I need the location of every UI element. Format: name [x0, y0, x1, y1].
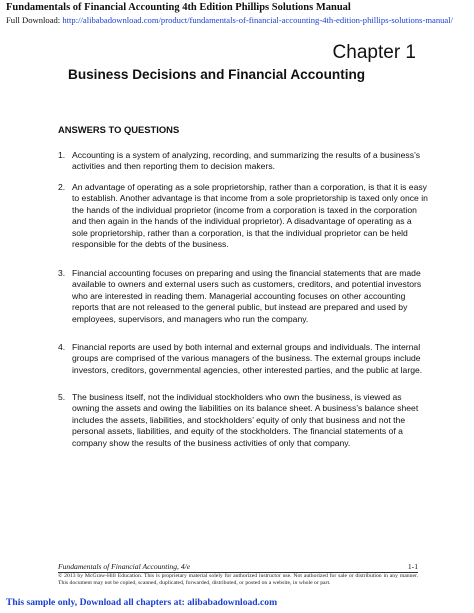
footer-book-title [58, 562, 418, 573]
answer-item-4 [58, 342, 428, 376]
full-download-line [6, 15, 453, 25]
answer-item-5 [58, 392, 428, 449]
footer-page-number: 1-1 [407, 562, 418, 571]
answer-item-1 [58, 150, 428, 173]
section-heading: ANSWERS TO QUESTIONS [58, 124, 180, 135]
footer-copyright: © 2013 by McGraw-Hill Education. This is proprietary material solely for authorized instructor use. Not authorized for sale or distribution in any manner. This document may not be copied, scanned, duplicated, forwarded, distributed, or posted on a website, in whole or part. [58, 573, 418, 586]
answer-item-2 [58, 182, 428, 250]
document-header-title: Fundamentals of Financial Accounting 4th Edition Phillips Solutions Manual [6, 2, 351, 13]
answer-number: 2. [58, 182, 66, 192]
footer-book-name: Fundamentals of Financial Accounting, 4/e [58, 562, 191, 571]
answer-item-3 [58, 268, 428, 325]
download-banner[interactable]: This sample only, Download all chapters at: alibabadownload.com [6, 597, 278, 608]
answer-text: An advantage of operating as a sole proprietorship, rather than a corporation, is that it is easy to establish. Another advantage is that income from a sole proprietorship is taxed only once in the hands of the individual proprietor (income from a corporation is taxed in the corporation and then again in the hands of the individual proprietor). A disadvantage of operating as a sole proprietorship, rather than a corporation, is that the individual proprietor can be held responsible for the debts of the business. [72, 182, 428, 250]
answer-number: 4. [58, 342, 66, 352]
answer-number: 5. [58, 392, 66, 402]
answer-text: The business itself, not the individual stockholders who own the business, is viewed as owning the assets and owing the liabilities on its balance sheet. A business’s balance sheet includes the assets, liabilities, and stockholders’ equity of only that business and not the personal assets, liabilities, and equity of the stockholders. The financial statements of a company show the results of the business activities of only that company. [72, 392, 419, 448]
full-download-link[interactable]: http://alibabadownload.com/product/fundamentals-of-financial-accounting-4th-edition-phillips-solutions-manual/ [62, 15, 454, 25]
answer-text: Financial reports are used by both internal and external groups and individuals. The internal groups are comprised of the various managers of the business. The external groups include investors, creditors, governmental agencies, other interested parties, and the public at large. [72, 342, 423, 375]
answer-number: 3. [58, 268, 66, 278]
chapter-number: Chapter 1 [332, 42, 416, 63]
answer-text: Accounting is a system of analyzing, recording, and summarizing the results of a business’s activities and then reporting them to decision makers. [72, 150, 421, 172]
answer-text: Financial accounting focuses on preparing and using the financial statements that are made available to owners and external users such as customers, creditors, and potential investors who are interested in reading them. Managerial accounting focuses on other accounting reports that are not released to the general public, but instead are prepared and used by employees, supervisors, and managers who run the company. [72, 268, 422, 324]
full-download-label: Full Download: [6, 15, 63, 25]
chapter-title: Business Decisions and Financial Accounting [68, 67, 366, 82]
answer-number: 1. [58, 150, 66, 160]
